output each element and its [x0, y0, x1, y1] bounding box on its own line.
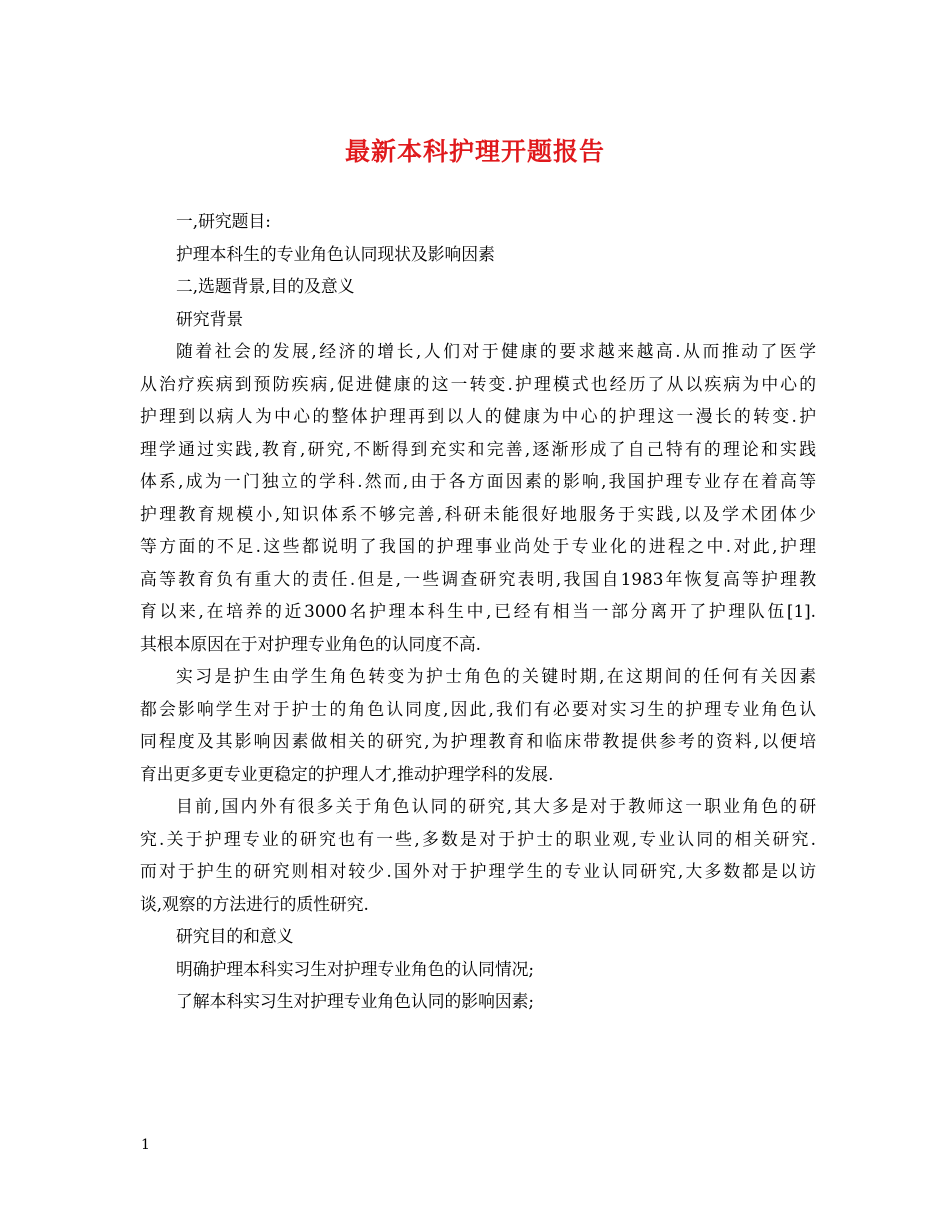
paragraph-line: 其根本原因在于对护理专业角色的认同度不高.: [140, 633, 481, 654]
paragraph-line: 同程度及其影响因素做相关的研究,为护理教育和临床带教提供参考的资料,以便培: [140, 731, 816, 751]
paragraph-line: 等方面的不足.这些都说明了我国的护理事业尚处于专业化的进程之中.对此,护理: [140, 536, 816, 556]
purpose-item: 明确护理本科实习生对护理专业角色的认同情况;: [176, 958, 535, 979]
paragraph-line: 谈,观察的方法进行的质性研究.: [140, 893, 369, 914]
subheading-purpose-significance: 研究目的和意义: [176, 926, 294, 946]
paragraph-line: 究.关于护理专业的研究也有一些,多数是对于护士的职业观,专业认同的相关研究.: [140, 828, 816, 849]
paragraph-line: 理学通过实践,教育,研究,不断得到充实和完善,逐渐形成了自己特有的理论和实践: [140, 438, 816, 459]
document-title: 最新本科护理开题报告: [344, 137, 605, 166]
page-number: 1: [141, 1137, 150, 1153]
research-topic-text: 护理本科生的专业角色认同现状及影响因素: [176, 243, 495, 264]
purpose-item: 了解本科实习生对护理专业角色认同的影响因素;: [176, 991, 535, 1011]
paragraph-line: 目前,国内外有很多关于角色认同的研究,其大多是对于教师这一职业角色的研: [176, 796, 816, 816]
paragraph-line: 随着社会的发展,经济的增长,人们对于健康的要求越来越高.从而推动了医学: [176, 341, 816, 361]
paragraph-line: 护理教育规模小,知识体系不够完善,科研未能很好地服务于实践,以及学术团体少: [140, 503, 816, 524]
paragraph-line: 护理到以病人为中心的整体护理再到以人的健康为中心的护理这一漫长的转变.护: [140, 406, 816, 426]
paragraph-line: 从治疗疾病到预防疾病,促进健康的这一转变.护理模式也经历了从以疾病为中心的: [140, 373, 816, 394]
paragraph-line: 育出更多更专业更稳定的护理人才,推动护理学科的发展.: [140, 763, 554, 784]
paragraph-line: 育以来,在培养的近3000名护理本科生中,已经有相当一部分离开了护理队伍[1].: [140, 601, 816, 621]
paragraph-line: 高等教育负有重大的责任.但是,一些调查研究表明,我国自1983年恢复高等护理教: [140, 568, 816, 589]
document-body: [140, 205, 816, 1018]
paragraph-line: 都会影响学生对于护士的角色认同度,因此,我们有必要对实习生的护理专业角色认: [140, 698, 816, 719]
subheading-research-background: 研究背景: [176, 308, 244, 329]
paragraph-line: 体系,成为一门独立的学科.然而,由于各方面因素的影响,我国护理专业存在着高等: [140, 471, 816, 491]
heading-research-topic: 一,研究题目:: [176, 211, 271, 231]
paragraph-line: 实习是护生由学生角色转变为护士角色的关键时期,在这期间的任何有关因素: [176, 666, 816, 686]
heading-background-purpose: 二,选题背景,目的及意义: [176, 276, 355, 296]
paragraph-line: 而对于护生的研究则相对较少.国外对于护理学生的专业认同研究,大多数都是以访: [140, 861, 816, 881]
